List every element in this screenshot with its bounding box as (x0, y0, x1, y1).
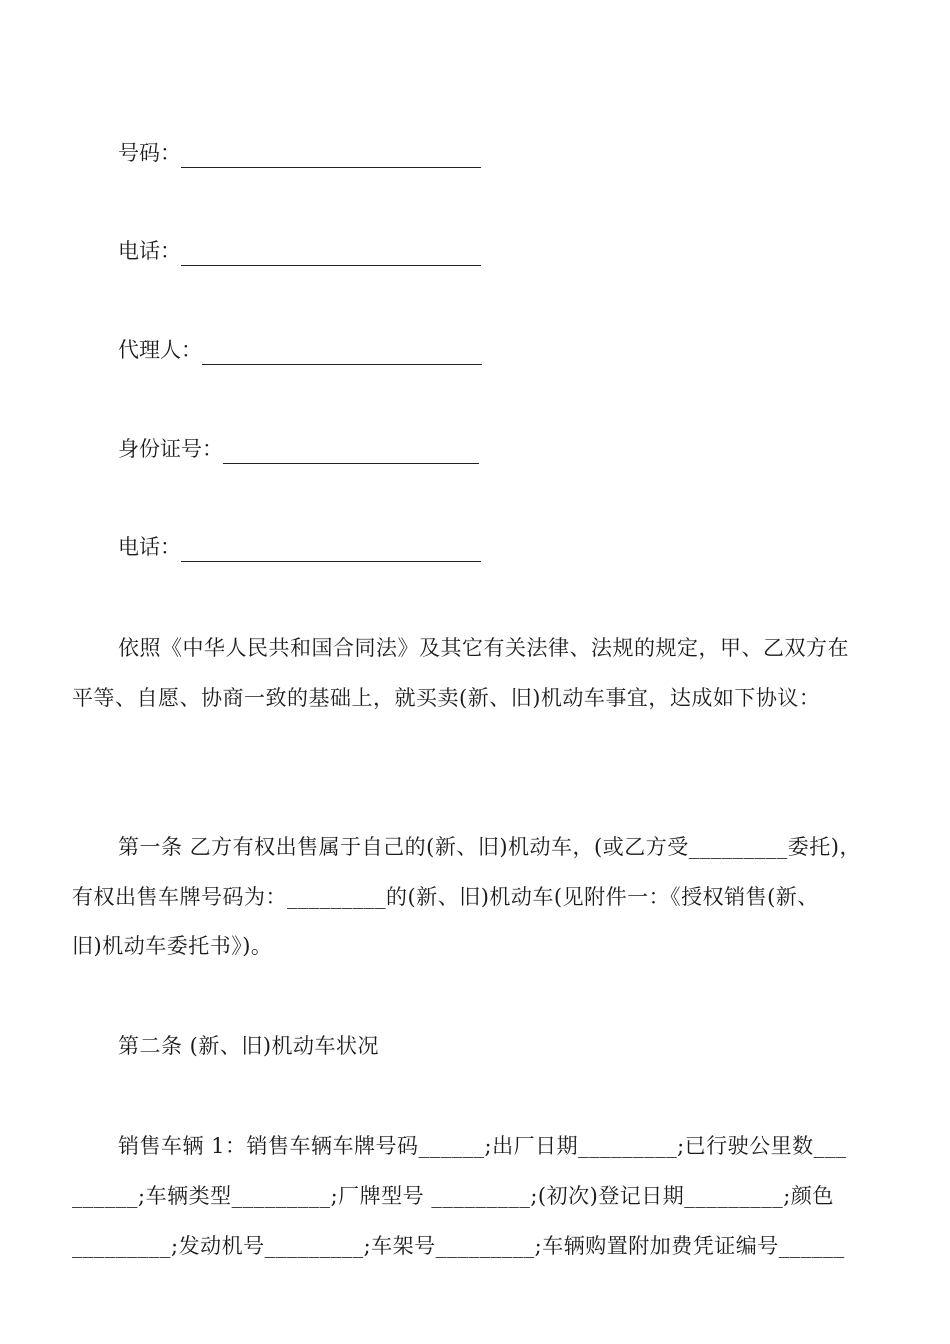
article1-line-2: 有权出售车牌号码为：_________的(新、旧)机动车(见附件一：《授权销售(新、 (72, 885, 819, 909)
intro-line-1: 依照《中华人民共和国合同法》及其它有关法律、法规的规定，甲、乙双方在 (118, 636, 849, 660)
id-number-blank (223, 441, 479, 464)
vehicle-line-2: ______;车辆类型_________;厂牌型号 _________;(初次)登记日期_________;颜色 (72, 1184, 834, 1208)
phone-blank-1 (181, 243, 481, 266)
agent-label: 代理人： (118, 338, 202, 362)
article2-title: 第二条 (新、旧)机动车状况 (118, 1034, 380, 1058)
agent-blank (202, 342, 482, 365)
number-blank (181, 145, 481, 168)
id-number-field (118, 434, 479, 464)
phone-blank-2 (181, 539, 481, 562)
phone-label-2: 电话： (118, 535, 181, 559)
id-number-label: 身份证号： (118, 437, 223, 461)
agent-field (118, 335, 482, 365)
number-field (118, 138, 481, 168)
phone-field-1 (118, 236, 481, 266)
article1-line-1: 第一条 乙方有权出售属于自己的(新、旧)机动车，(或乙方受_________委托)， (118, 835, 861, 859)
vehicle-line-3: _________;发动机号_________;车架号_________;车辆购置附加费凭证编号______ (72, 1234, 845, 1258)
phone-field-2 (118, 532, 481, 562)
vehicle-line-1: 销售车辆 1：销售车辆车牌号码______;出厂日期_________;已行驶公里数___ (118, 1134, 847, 1158)
number-label: 号码： (118, 141, 181, 165)
phone-label-1: 电话： (118, 239, 181, 263)
intro-line-2: 平等、自愿、协商一致的基础上，就买卖(新、旧)机动车事宜，达成如下协议： (72, 686, 821, 710)
article1-line-3: 旧)机动车委托书》)。 (72, 934, 273, 958)
